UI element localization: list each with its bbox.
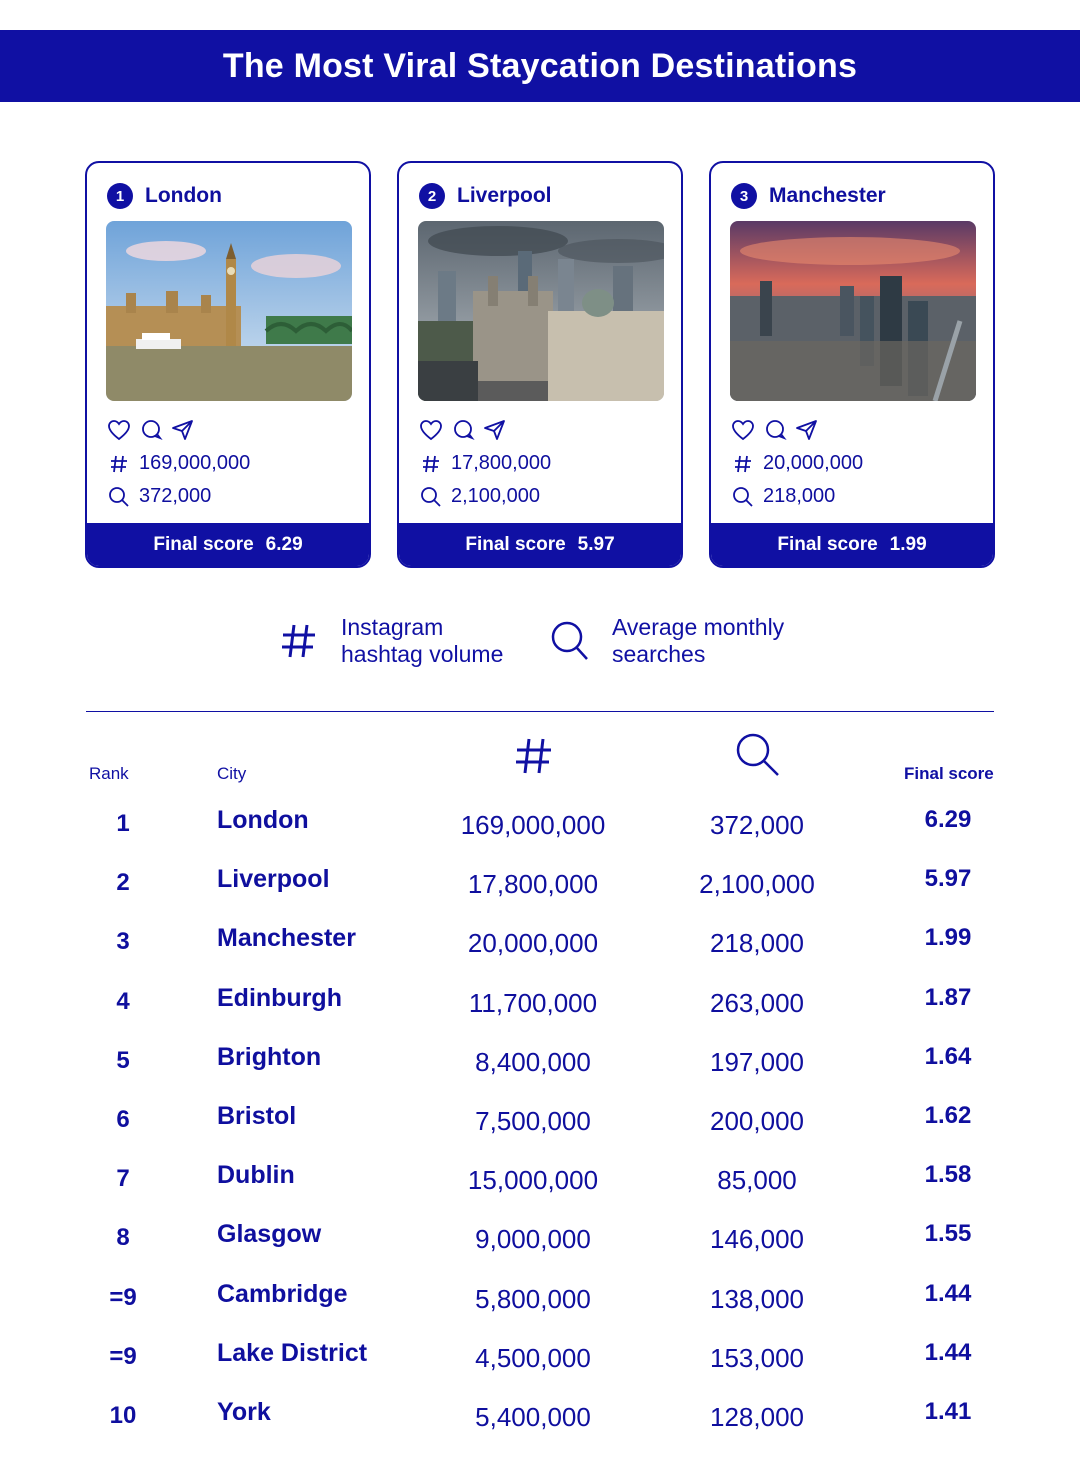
- hashtag-icon: [279, 621, 319, 661]
- card-city: Manchester: [769, 184, 886, 207]
- hashtag-icon: [419, 454, 443, 474]
- hashtag-cell: 11,700,000: [468, 987, 598, 1018]
- table-row: [0, 1394, 1080, 1438]
- hashtag-stat: [419, 452, 551, 475]
- hashtag-cell: 5,800,000: [475, 1283, 591, 1314]
- search-cell: 218,000: [710, 928, 804, 959]
- search-cell: 263,000: [710, 987, 804, 1018]
- rank-cell: =9: [109, 1342, 137, 1370]
- card-liverpool: [397, 161, 683, 568]
- search-cell: 128,000: [710, 1402, 804, 1432]
- hashtag-cell: 17,800,000: [467, 869, 599, 900]
- city-cell: Glasgow: [217, 1220, 322, 1249]
- table-row: [0, 1335, 1080, 1379]
- divider: [86, 711, 994, 712]
- search-cell: 153,000: [710, 1342, 804, 1373]
- score-cell: 1.99: [924, 924, 972, 952]
- final-score-value: 5.97: [577, 533, 615, 555]
- search-icon: [550, 620, 590, 662]
- rank-cell: 4: [116, 987, 130, 1015]
- search-icon: [107, 486, 131, 508]
- table-row: [0, 1098, 1080, 1142]
- hashtag-stat: [731, 452, 863, 475]
- hashtag-cell: 169,000,000: [460, 810, 606, 840]
- header-city: City: [217, 764, 247, 783]
- rank-cell: 1: [116, 810, 130, 837]
- liverpool-photo: [418, 221, 664, 401]
- rank-cell: 10: [109, 1402, 137, 1429]
- legend-hashtag: [279, 614, 503, 668]
- card-header: [731, 183, 886, 209]
- rank-cell: 8: [116, 1224, 130, 1252]
- final-score-value: 1.99: [889, 533, 927, 555]
- rank-cell: 6: [116, 1106, 130, 1133]
- score-cell: 1.44: [924, 1279, 972, 1307]
- score-cell: 6.29: [924, 806, 972, 833]
- city-cell: Bristol: [217, 1102, 297, 1130]
- card-header: [419, 183, 552, 209]
- legend-search-line2: searches: [612, 641, 706, 667]
- search-cell: 197,000: [710, 1046, 804, 1077]
- search-icon: [731, 486, 755, 508]
- city-cell: York: [217, 1398, 271, 1426]
- city-cell: London: [217, 806, 309, 834]
- hashtag-cell: 9,000,000: [475, 1224, 591, 1255]
- score-cell: 1.55: [924, 1220, 972, 1248]
- legend-hashtag-line2: hashtag volume: [341, 641, 504, 667]
- heart-icon: [419, 419, 443, 441]
- final-score-label: Final score: [465, 533, 566, 555]
- rank-badge: 1: [107, 183, 133, 209]
- header-search-icon: [734, 731, 782, 782]
- hashtag-cell: 7,500,000: [475, 1106, 591, 1136]
- final-score-label: Final score: [153, 533, 254, 555]
- city-cell: Edinburgh: [217, 983, 342, 1012]
- card-london: [85, 161, 371, 568]
- search-cell: 372,000: [710, 810, 804, 840]
- hashtag-value: 17,800,000: [451, 452, 552, 474]
- rank-cell: 5: [116, 1046, 130, 1074]
- hashtag-cell: 5,400,000: [475, 1402, 591, 1432]
- city-cell: Brighton: [217, 1042, 322, 1071]
- card-city: London: [145, 184, 222, 207]
- score-cell: 1.87: [924, 983, 972, 1011]
- header-rank: Rank: [89, 764, 129, 783]
- search-value: 2,100,000: [451, 485, 540, 507]
- score-cell: 1.41: [924, 1398, 972, 1425]
- score-cell: 1.62: [924, 1102, 972, 1129]
- score-cell: 5.97: [924, 865, 972, 893]
- final-score-value: 6.29: [265, 533, 303, 555]
- search-stat: [107, 485, 211, 508]
- hashtag-icon: [731, 454, 755, 474]
- search-value: 372,000: [139, 485, 212, 507]
- social-icons: [419, 419, 507, 441]
- table-row: [0, 920, 1080, 964]
- search-stat: [731, 485, 835, 508]
- final-score-bar: [399, 523, 681, 566]
- search-cell: 138,000: [710, 1283, 804, 1314]
- hashtag-cell: 8,400,000: [475, 1046, 591, 1077]
- table-row: [0, 1039, 1080, 1083]
- final-score-label: Final score: [777, 533, 878, 555]
- legend-hashtag-line1: Instagram: [341, 614, 444, 640]
- search-cell: 200,000: [710, 1106, 804, 1136]
- heart-icon: [731, 419, 755, 441]
- heart-icon: [107, 419, 131, 441]
- table-row: [0, 1157, 1080, 1201]
- rank-cell: 2: [116, 869, 130, 897]
- score-cell: 1.58: [924, 1161, 972, 1189]
- search-value: 218,000: [763, 485, 836, 507]
- social-icons: [731, 419, 819, 441]
- send-icon: [171, 419, 195, 441]
- search-cell: 85,000: [717, 1165, 797, 1196]
- rank-cell: 3: [116, 928, 130, 956]
- table-row: [0, 1276, 1080, 1320]
- table-row: [0, 861, 1080, 905]
- hashtag-cell: 20,000,000: [467, 928, 599, 959]
- city-cell: Liverpool: [217, 865, 330, 894]
- rank-badge: 3: [731, 183, 757, 209]
- social-icons: [107, 419, 195, 441]
- table-row: [0, 980, 1080, 1024]
- table-row: [0, 802, 1080, 846]
- card-header: [107, 183, 222, 209]
- legend-search-line1: Average monthly: [612, 614, 785, 640]
- search-stat: [419, 485, 540, 508]
- hashtag-icon: [107, 454, 131, 474]
- rank-cell: =9: [109, 1283, 137, 1311]
- search-cell: 2,100,000: [699, 869, 815, 900]
- london-photo: [106, 221, 352, 401]
- score-cell: 1.64: [924, 1042, 972, 1070]
- comment-icon: [451, 419, 475, 441]
- hashtag-value: 169,000,000: [139, 452, 251, 474]
- city-cell: Manchester: [217, 924, 356, 953]
- hashtag-cell: 15,000,000: [467, 1165, 599, 1196]
- comment-icon: [139, 419, 163, 441]
- table-row: [0, 1216, 1080, 1260]
- card-manchester: [709, 161, 995, 568]
- search-icon: [419, 486, 443, 508]
- score-cell: 1.44: [924, 1338, 972, 1366]
- send-icon: [795, 419, 819, 441]
- rank-badge: 2: [419, 183, 445, 209]
- title-banner: [0, 30, 1080, 102]
- city-cell: Dublin: [217, 1161, 295, 1190]
- header-hashtag-icon: [514, 736, 554, 781]
- header-final-score: Final score: [904, 764, 994, 783]
- hashtag-cell: 4,500,000: [475, 1342, 591, 1373]
- manchester-photo: [730, 221, 976, 401]
- city-cell: Cambridge: [217, 1279, 348, 1308]
- send-icon: [483, 419, 507, 441]
- legend-search: [550, 614, 784, 668]
- card-city: Liverpool: [457, 184, 552, 207]
- final-score-bar: [711, 523, 993, 566]
- hashtag-value: 20,000,000: [763, 452, 864, 474]
- comment-icon: [763, 419, 787, 441]
- city-cell: Lake District: [217, 1338, 368, 1367]
- rank-cell: 7: [116, 1165, 130, 1193]
- final-score-bar: [87, 523, 369, 566]
- page-title: The Most Viral Staycation Destinations: [222, 46, 858, 85]
- hashtag-stat: [107, 452, 250, 475]
- search-cell: 146,000: [710, 1224, 804, 1255]
